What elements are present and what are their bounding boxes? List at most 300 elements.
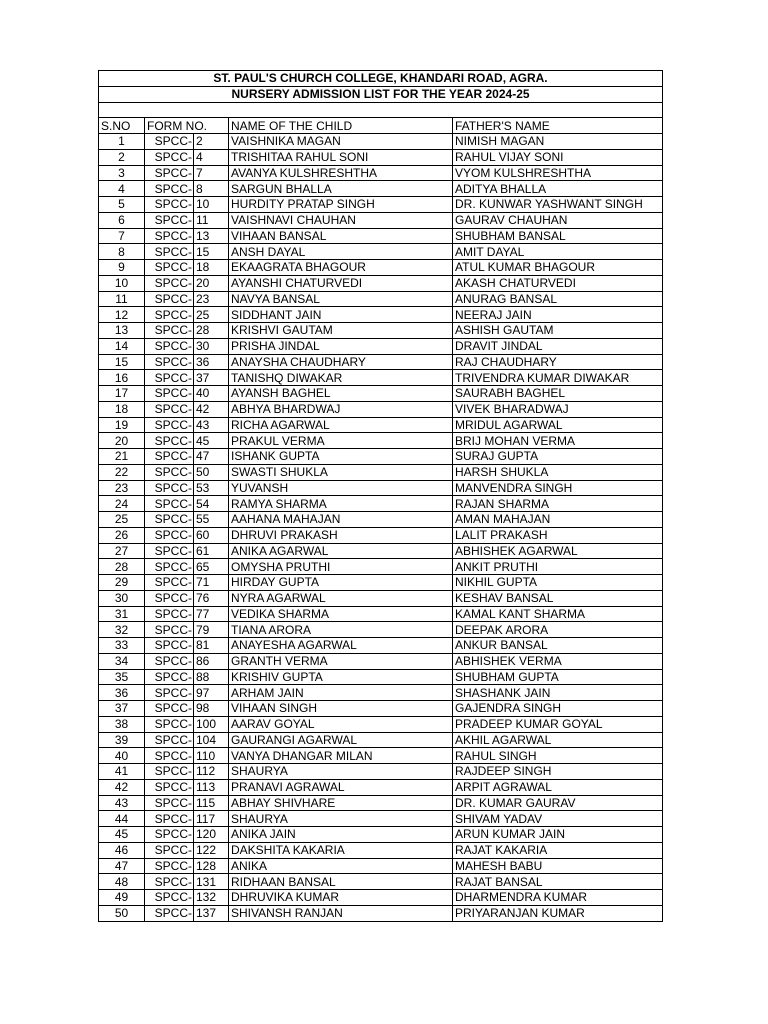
form-number-cell: 113 <box>194 779 229 795</box>
form-prefix-cell: SPCC- <box>145 543 194 559</box>
form-number-cell: 40 <box>194 386 229 402</box>
child-name-cell: EKAAGRATA BHAGOUR <box>229 260 453 276</box>
form-prefix-cell: SPCC- <box>145 559 194 575</box>
child-name-cell: ANAYSHA CHAUDHARY <box>229 354 453 370</box>
father-name-cell: NIKHIL GUPTA <box>453 575 663 591</box>
sno-cell: 4 <box>99 181 145 197</box>
form-prefix-cell: SPCC- <box>145 685 194 701</box>
father-name-cell: DR. KUMAR GAURAV <box>453 795 663 811</box>
sno-cell: 47 <box>99 858 145 874</box>
table-row <box>99 370 663 386</box>
father-name-cell: LALIT PRAKASH <box>453 527 663 543</box>
form-number-cell: 137 <box>194 905 229 921</box>
form-prefix-cell: SPCC- <box>145 716 194 732</box>
form-number-cell: 30 <box>194 338 229 354</box>
father-name-cell: ANKIT PRUTHI <box>453 559 663 575</box>
form-prefix-cell: SPCC- <box>145 890 194 906</box>
form-prefix-cell: SPCC- <box>145 354 194 370</box>
table-row <box>99 386 663 402</box>
father-name-cell: RAJ CHAUDHARY <box>453 354 663 370</box>
form-prefix-cell: SPCC- <box>145 842 194 858</box>
child-name-cell: VIHAAN BANSAL <box>229 228 453 244</box>
father-name-cell: BRIJ MOHAN VERMA <box>453 433 663 449</box>
child-name-cell: DHRUVIKA KUMAR <box>229 890 453 906</box>
sno-cell: 5 <box>99 197 145 213</box>
form-number-cell: 120 <box>194 827 229 843</box>
sno-cell: 6 <box>99 212 145 228</box>
form-number-cell: 110 <box>194 748 229 764</box>
table-row <box>99 685 663 701</box>
child-name-cell: DAKSHITA KAKARIA <box>229 842 453 858</box>
form-prefix-cell: SPCC- <box>145 527 194 543</box>
form-number-cell: 54 <box>194 496 229 512</box>
table-row <box>99 748 663 764</box>
form-prefix-cell: SPCC- <box>145 244 194 260</box>
table-row <box>99 228 663 244</box>
sno-cell: 25 <box>99 512 145 528</box>
form-number-cell: 10 <box>194 197 229 213</box>
father-name-cell: SHASHANK JAIN <box>453 685 663 701</box>
child-name-cell: HURDITY PRATAP SINGH <box>229 197 453 213</box>
sno-cell: 12 <box>99 307 145 323</box>
sno-cell: 16 <box>99 370 145 386</box>
child-name-cell: VIHAAN SINGH <box>229 701 453 717</box>
father-name-cell: DHARMENDRA KUMAR <box>453 890 663 906</box>
child-name-cell: ABHYA BHARDWAJ <box>229 401 453 417</box>
father-name-cell: VIVEK BHARADWAJ <box>453 401 663 417</box>
form-number-cell: 79 <box>194 622 229 638</box>
child-name-cell: TIANA ARORA <box>229 622 453 638</box>
form-number-cell: 28 <box>194 323 229 339</box>
child-name-cell: SWASTI SHUKLA <box>229 464 453 480</box>
form-prefix-cell: SPCC- <box>145 606 194 622</box>
father-name-cell: PRIYARANJAN KUMAR <box>453 905 663 921</box>
form-number-cell: 4 <box>194 149 229 165</box>
form-number-cell: 86 <box>194 653 229 669</box>
father-name-cell: RAHUL VIJAY SONI <box>453 149 663 165</box>
form-number-cell: 45 <box>194 433 229 449</box>
form-prefix-cell: SPCC- <box>145 464 194 480</box>
child-name-cell: AARAV GOYAL <box>229 716 453 732</box>
sno-cell: 1 <box>99 134 145 150</box>
sno-cell: 45 <box>99 827 145 843</box>
form-number-cell: 23 <box>194 291 229 307</box>
form-number-cell: 77 <box>194 606 229 622</box>
table-row <box>99 827 663 843</box>
form-prefix-cell: SPCC- <box>145 575 194 591</box>
sno-cell: 7 <box>99 228 145 244</box>
table-row <box>99 275 663 291</box>
sno-cell: 22 <box>99 464 145 480</box>
form-prefix-cell: SPCC- <box>145 165 194 181</box>
form-number-cell: 15 <box>194 244 229 260</box>
sno-cell: 31 <box>99 606 145 622</box>
form-number-cell: 117 <box>194 811 229 827</box>
father-name-cell: KAMAL KANT SHARMA <box>453 606 663 622</box>
child-name-cell: ISHANK GUPTA <box>229 449 453 465</box>
child-name-cell: KRISHIV GUPTA <box>229 669 453 685</box>
father-name-cell: AKHIL AGARWAL <box>453 732 663 748</box>
form-number-cell: 50 <box>194 464 229 480</box>
table-row <box>99 795 663 811</box>
child-name-cell: NYRA AGARWAL <box>229 590 453 606</box>
child-name-cell: AVANYA KULSHRESHTHA <box>229 165 453 181</box>
child-name-cell: AAHANA MAHAJAN <box>229 512 453 528</box>
list-subtitle: NURSERY ADMISSION LIST FOR THE YEAR 2024-25 <box>99 86 663 102</box>
sno-cell: 29 <box>99 575 145 591</box>
subtitle-row <box>99 86 663 102</box>
form-number-cell: 132 <box>194 890 229 906</box>
form-prefix-cell: SPCC- <box>145 417 194 433</box>
table-row <box>99 323 663 339</box>
table-row <box>99 260 663 276</box>
sno-cell: 36 <box>99 685 145 701</box>
form-number-cell: 65 <box>194 559 229 575</box>
father-name-cell: ABHISHEK VERMA <box>453 653 663 669</box>
child-name-cell: RAMYA SHARMA <box>229 496 453 512</box>
table-row <box>99 842 663 858</box>
table-row <box>99 433 663 449</box>
father-name-cell: RAJDEEP SINGH <box>453 764 663 780</box>
form-prefix-cell: SPCC- <box>145 669 194 685</box>
father-name-cell: ANURAG BANSAL <box>453 291 663 307</box>
child-name-cell: YUVANSH <box>229 480 453 496</box>
header-form-no: FORM NO. <box>145 118 229 134</box>
child-name-cell: PRAKUL VERMA <box>229 433 453 449</box>
child-name-cell: SARGUN BHALLA <box>229 181 453 197</box>
sno-cell: 42 <box>99 779 145 795</box>
form-prefix-cell: SPCC- <box>145 370 194 386</box>
form-number-cell: 88 <box>194 669 229 685</box>
form-prefix-cell: SPCC- <box>145 480 194 496</box>
sno-cell: 18 <box>99 401 145 417</box>
father-name-cell: AKASH CHATURVEDI <box>453 275 663 291</box>
father-name-cell: RAJAN SHARMA <box>453 496 663 512</box>
sno-cell: 34 <box>99 653 145 669</box>
father-name-cell: ABHISHEK AGARWAL <box>453 543 663 559</box>
form-number-cell: 7 <box>194 165 229 181</box>
father-name-cell: DEEPAK ARORA <box>453 622 663 638</box>
father-name-cell: NEERAJ JAIN <box>453 307 663 323</box>
table-row <box>99 212 663 228</box>
form-prefix-cell: SPCC- <box>145 307 194 323</box>
form-prefix-cell: SPCC- <box>145 779 194 795</box>
form-prefix-cell: SPCC- <box>145 449 194 465</box>
table-row <box>99 165 663 181</box>
form-prefix-cell: SPCC- <box>145 433 194 449</box>
child-name-cell: ANIKA AGARWAL <box>229 543 453 559</box>
title-row <box>99 71 663 87</box>
child-name-cell: AYANSHI CHATURVEDI <box>229 275 453 291</box>
child-name-cell: ABHAY SHIVHARE <box>229 795 453 811</box>
form-prefix-cell: SPCC- <box>145 260 194 276</box>
form-prefix-cell: SPCC- <box>145 795 194 811</box>
sno-cell: 8 <box>99 244 145 260</box>
form-number-cell: 131 <box>194 874 229 890</box>
father-name-cell: DR. KUNWAR YASHWANT SINGH <box>453 197 663 213</box>
child-name-cell: RICHA AGARWAL <box>229 417 453 433</box>
sno-cell: 26 <box>99 527 145 543</box>
father-name-cell: AMAN MAHAJAN <box>453 512 663 528</box>
form-prefix-cell: SPCC- <box>145 512 194 528</box>
form-prefix-cell: SPCC- <box>145 181 194 197</box>
table-row <box>99 417 663 433</box>
form-number-cell: 61 <box>194 543 229 559</box>
header-father-name: FATHER'S NAME <box>453 118 663 134</box>
table-row <box>99 874 663 890</box>
header-sno: S.NO <box>99 118 145 134</box>
sno-cell: 28 <box>99 559 145 575</box>
child-name-cell: RIDHAAN BANSAL <box>229 874 453 890</box>
form-prefix-cell: SPCC- <box>145 811 194 827</box>
form-number-cell: 104 <box>194 732 229 748</box>
form-number-cell: 81 <box>194 638 229 654</box>
form-prefix-cell: SPCC- <box>145 622 194 638</box>
sno-cell: 30 <box>99 590 145 606</box>
sno-cell: 46 <box>99 842 145 858</box>
table-body <box>99 71 663 922</box>
sno-cell: 49 <box>99 890 145 906</box>
blank-row <box>99 102 663 118</box>
father-name-cell: GAURAV CHAUHAN <box>453 212 663 228</box>
header-row <box>99 118 663 134</box>
father-name-cell: MANVENDRA SINGH <box>453 480 663 496</box>
form-prefix-cell: SPCC- <box>145 496 194 512</box>
sno-cell: 39 <box>99 732 145 748</box>
form-prefix-cell: SPCC- <box>145 338 194 354</box>
child-name-cell: SHIVANSH RANJAN <box>229 905 453 921</box>
sno-cell: 20 <box>99 433 145 449</box>
father-name-cell: SHUBHAM BANSAL <box>453 228 663 244</box>
form-number-cell: 122 <box>194 842 229 858</box>
form-number-cell: 20 <box>194 275 229 291</box>
form-prefix-cell: SPCC- <box>145 228 194 244</box>
table-row <box>99 764 663 780</box>
form-prefix-cell: SPCC- <box>145 905 194 921</box>
sno-cell: 41 <box>99 764 145 780</box>
table-row <box>99 669 663 685</box>
child-name-cell: PRANAVI AGRAWAL <box>229 779 453 795</box>
form-prefix-cell: SPCC- <box>145 638 194 654</box>
sno-cell: 48 <box>99 874 145 890</box>
form-number-cell: 47 <box>194 449 229 465</box>
father-name-cell: MRIDUL AGARWAL <box>453 417 663 433</box>
table-row <box>99 559 663 575</box>
child-name-cell: TANISHQ DIWAKAR <box>229 370 453 386</box>
child-name-cell: DHRUVI PRAKASH <box>229 527 453 543</box>
child-name-cell: GAURANGI AGARWAL <box>229 732 453 748</box>
table-row <box>99 622 663 638</box>
table-row <box>99 638 663 654</box>
header-child-name: NAME OF THE CHILD <box>229 118 453 134</box>
father-name-cell: ASHISH GAUTAM <box>453 323 663 339</box>
table-row <box>99 244 663 260</box>
father-name-cell: GAJENDRA SINGH <box>453 701 663 717</box>
table-row <box>99 527 663 543</box>
father-name-cell: NIMISH MAGAN <box>453 134 663 150</box>
father-name-cell: DRAVIT JINDAL <box>453 338 663 354</box>
form-number-cell: 25 <box>194 307 229 323</box>
sno-cell: 37 <box>99 701 145 717</box>
form-prefix-cell: SPCC- <box>145 134 194 150</box>
sno-cell: 32 <box>99 622 145 638</box>
form-prefix-cell: SPCC- <box>145 323 194 339</box>
form-number-cell: 115 <box>194 795 229 811</box>
table-row <box>99 779 663 795</box>
form-number-cell: 2 <box>194 134 229 150</box>
sno-cell: 15 <box>99 354 145 370</box>
child-name-cell: ANIKA JAIN <box>229 827 453 843</box>
child-name-cell: OMYSHA PRUTHI <box>229 559 453 575</box>
table-row <box>99 291 663 307</box>
table-row <box>99 480 663 496</box>
father-name-cell: TRIVENDRA KUMAR DIWAKAR <box>453 370 663 386</box>
form-prefix-cell: SPCC- <box>145 858 194 874</box>
form-number-cell: 37 <box>194 370 229 386</box>
form-number-cell: 100 <box>194 716 229 732</box>
form-number-cell: 76 <box>194 590 229 606</box>
table-row <box>99 181 663 197</box>
form-number-cell: 43 <box>194 417 229 433</box>
father-name-cell: HARSH SHUKLA <box>453 464 663 480</box>
form-prefix-cell: SPCC- <box>145 653 194 669</box>
father-name-cell: RAJAT BANSAL <box>453 874 663 890</box>
sno-cell: 3 <box>99 165 145 181</box>
form-number-cell: 98 <box>194 701 229 717</box>
form-prefix-cell: SPCC- <box>145 386 194 402</box>
table-row <box>99 449 663 465</box>
sno-cell: 21 <box>99 449 145 465</box>
form-number-cell: 71 <box>194 575 229 591</box>
form-number-cell: 11 <box>194 212 229 228</box>
father-name-cell: VYOM KULSHRESHTHA <box>453 165 663 181</box>
sno-cell: 50 <box>99 905 145 921</box>
form-prefix-cell: SPCC- <box>145 212 194 228</box>
table-row <box>99 890 663 906</box>
table-row <box>99 512 663 528</box>
form-prefix-cell: SPCC- <box>145 701 194 717</box>
form-number-cell: 36 <box>194 354 229 370</box>
child-name-cell: ANAYESHA AGARWAL <box>229 638 453 654</box>
form-number-cell: 128 <box>194 858 229 874</box>
sno-cell: 35 <box>99 669 145 685</box>
sno-cell: 9 <box>99 260 145 276</box>
sno-cell: 11 <box>99 291 145 307</box>
child-name-cell: ANSH DAYAL <box>229 244 453 260</box>
child-name-cell: NAVYA BANSAL <box>229 291 453 307</box>
table-row <box>99 606 663 622</box>
father-name-cell: ANKUR BANSAL <box>453 638 663 654</box>
father-name-cell: ADITYA BHALLA <box>453 181 663 197</box>
form-number-cell: 53 <box>194 480 229 496</box>
table-row <box>99 716 663 732</box>
father-name-cell: SURAJ GUPTA <box>453 449 663 465</box>
table-row <box>99 354 663 370</box>
child-name-cell: KRISHVI GAUTAM <box>229 323 453 339</box>
father-name-cell: ATUL KUMAR BHAGOUR <box>453 260 663 276</box>
sno-cell: 43 <box>99 795 145 811</box>
sno-cell: 40 <box>99 748 145 764</box>
table-row <box>99 701 663 717</box>
sno-cell: 44 <box>99 811 145 827</box>
child-name-cell: TRISHITAA RAHUL SONI <box>229 149 453 165</box>
form-prefix-cell: SPCC- <box>145 732 194 748</box>
form-prefix-cell: SPCC- <box>145 764 194 780</box>
sno-cell: 10 <box>99 275 145 291</box>
table-row <box>99 338 663 354</box>
sno-cell: 2 <box>99 149 145 165</box>
father-name-cell: SHIVAM YADAV <box>453 811 663 827</box>
father-name-cell: RAHUL SINGH <box>453 748 663 764</box>
table-row <box>99 732 663 748</box>
child-name-cell: SHAURYA <box>229 764 453 780</box>
form-number-cell: 55 <box>194 512 229 528</box>
table-row <box>99 590 663 606</box>
table-row <box>99 464 663 480</box>
form-number-cell: 13 <box>194 228 229 244</box>
admission-list-table <box>98 70 663 922</box>
sno-cell: 23 <box>99 480 145 496</box>
form-number-cell: 97 <box>194 685 229 701</box>
table-row <box>99 149 663 165</box>
table-row <box>99 134 663 150</box>
college-title: ST. PAUL'S CHURCH COLLEGE, KHANDARI ROAD, AGRA. <box>99 71 663 87</box>
father-name-cell: KESHAV BANSAL <box>453 590 663 606</box>
form-number-cell: 112 <box>194 764 229 780</box>
sno-cell: 17 <box>99 386 145 402</box>
child-name-cell: VANYA DHANGAR MILAN <box>229 748 453 764</box>
child-name-cell: ANIKA <box>229 858 453 874</box>
father-name-cell: ARPIT AGRAWAL <box>453 779 663 795</box>
form-prefix-cell: SPCC- <box>145 197 194 213</box>
sno-cell: 27 <box>99 543 145 559</box>
father-name-cell: AMIT DAYAL <box>453 244 663 260</box>
form-number-cell: 42 <box>194 401 229 417</box>
table-row <box>99 858 663 874</box>
form-prefix-cell: SPCC- <box>145 149 194 165</box>
form-number-cell: 18 <box>194 260 229 276</box>
form-prefix-cell: SPCC- <box>145 401 194 417</box>
form-prefix-cell: SPCC- <box>145 748 194 764</box>
child-name-cell: PRISHA JINDAL <box>229 338 453 354</box>
father-name-cell: RAJAT KAKARIA <box>453 842 663 858</box>
form-prefix-cell: SPCC- <box>145 275 194 291</box>
sno-cell: 24 <box>99 496 145 512</box>
table-row <box>99 543 663 559</box>
father-name-cell: PRADEEP KUMAR GOYAL <box>453 716 663 732</box>
father-name-cell: SHUBHAM GUPTA <box>453 669 663 685</box>
child-name-cell: ARHAM JAIN <box>229 685 453 701</box>
table-row <box>99 401 663 417</box>
child-name-cell: AYANSH BAGHEL <box>229 386 453 402</box>
child-name-cell: HIRDAY GUPTA <box>229 575 453 591</box>
father-name-cell: SAURABH BAGHEL <box>453 386 663 402</box>
father-name-cell: MAHESH BABU <box>453 858 663 874</box>
form-prefix-cell: SPCC- <box>145 590 194 606</box>
child-name-cell: VAISHNIKA MAGAN <box>229 134 453 150</box>
sno-cell: 38 <box>99 716 145 732</box>
sno-cell: 14 <box>99 338 145 354</box>
blank-cell <box>99 102 663 118</box>
sno-cell: 13 <box>99 323 145 339</box>
father-name-cell: ARUN KUMAR JAIN <box>453 827 663 843</box>
table-row <box>99 905 663 921</box>
sno-cell: 19 <box>99 417 145 433</box>
form-prefix-cell: SPCC- <box>145 291 194 307</box>
table-row <box>99 496 663 512</box>
table-row <box>99 575 663 591</box>
child-name-cell: SIDDHANT JAIN <box>229 307 453 323</box>
